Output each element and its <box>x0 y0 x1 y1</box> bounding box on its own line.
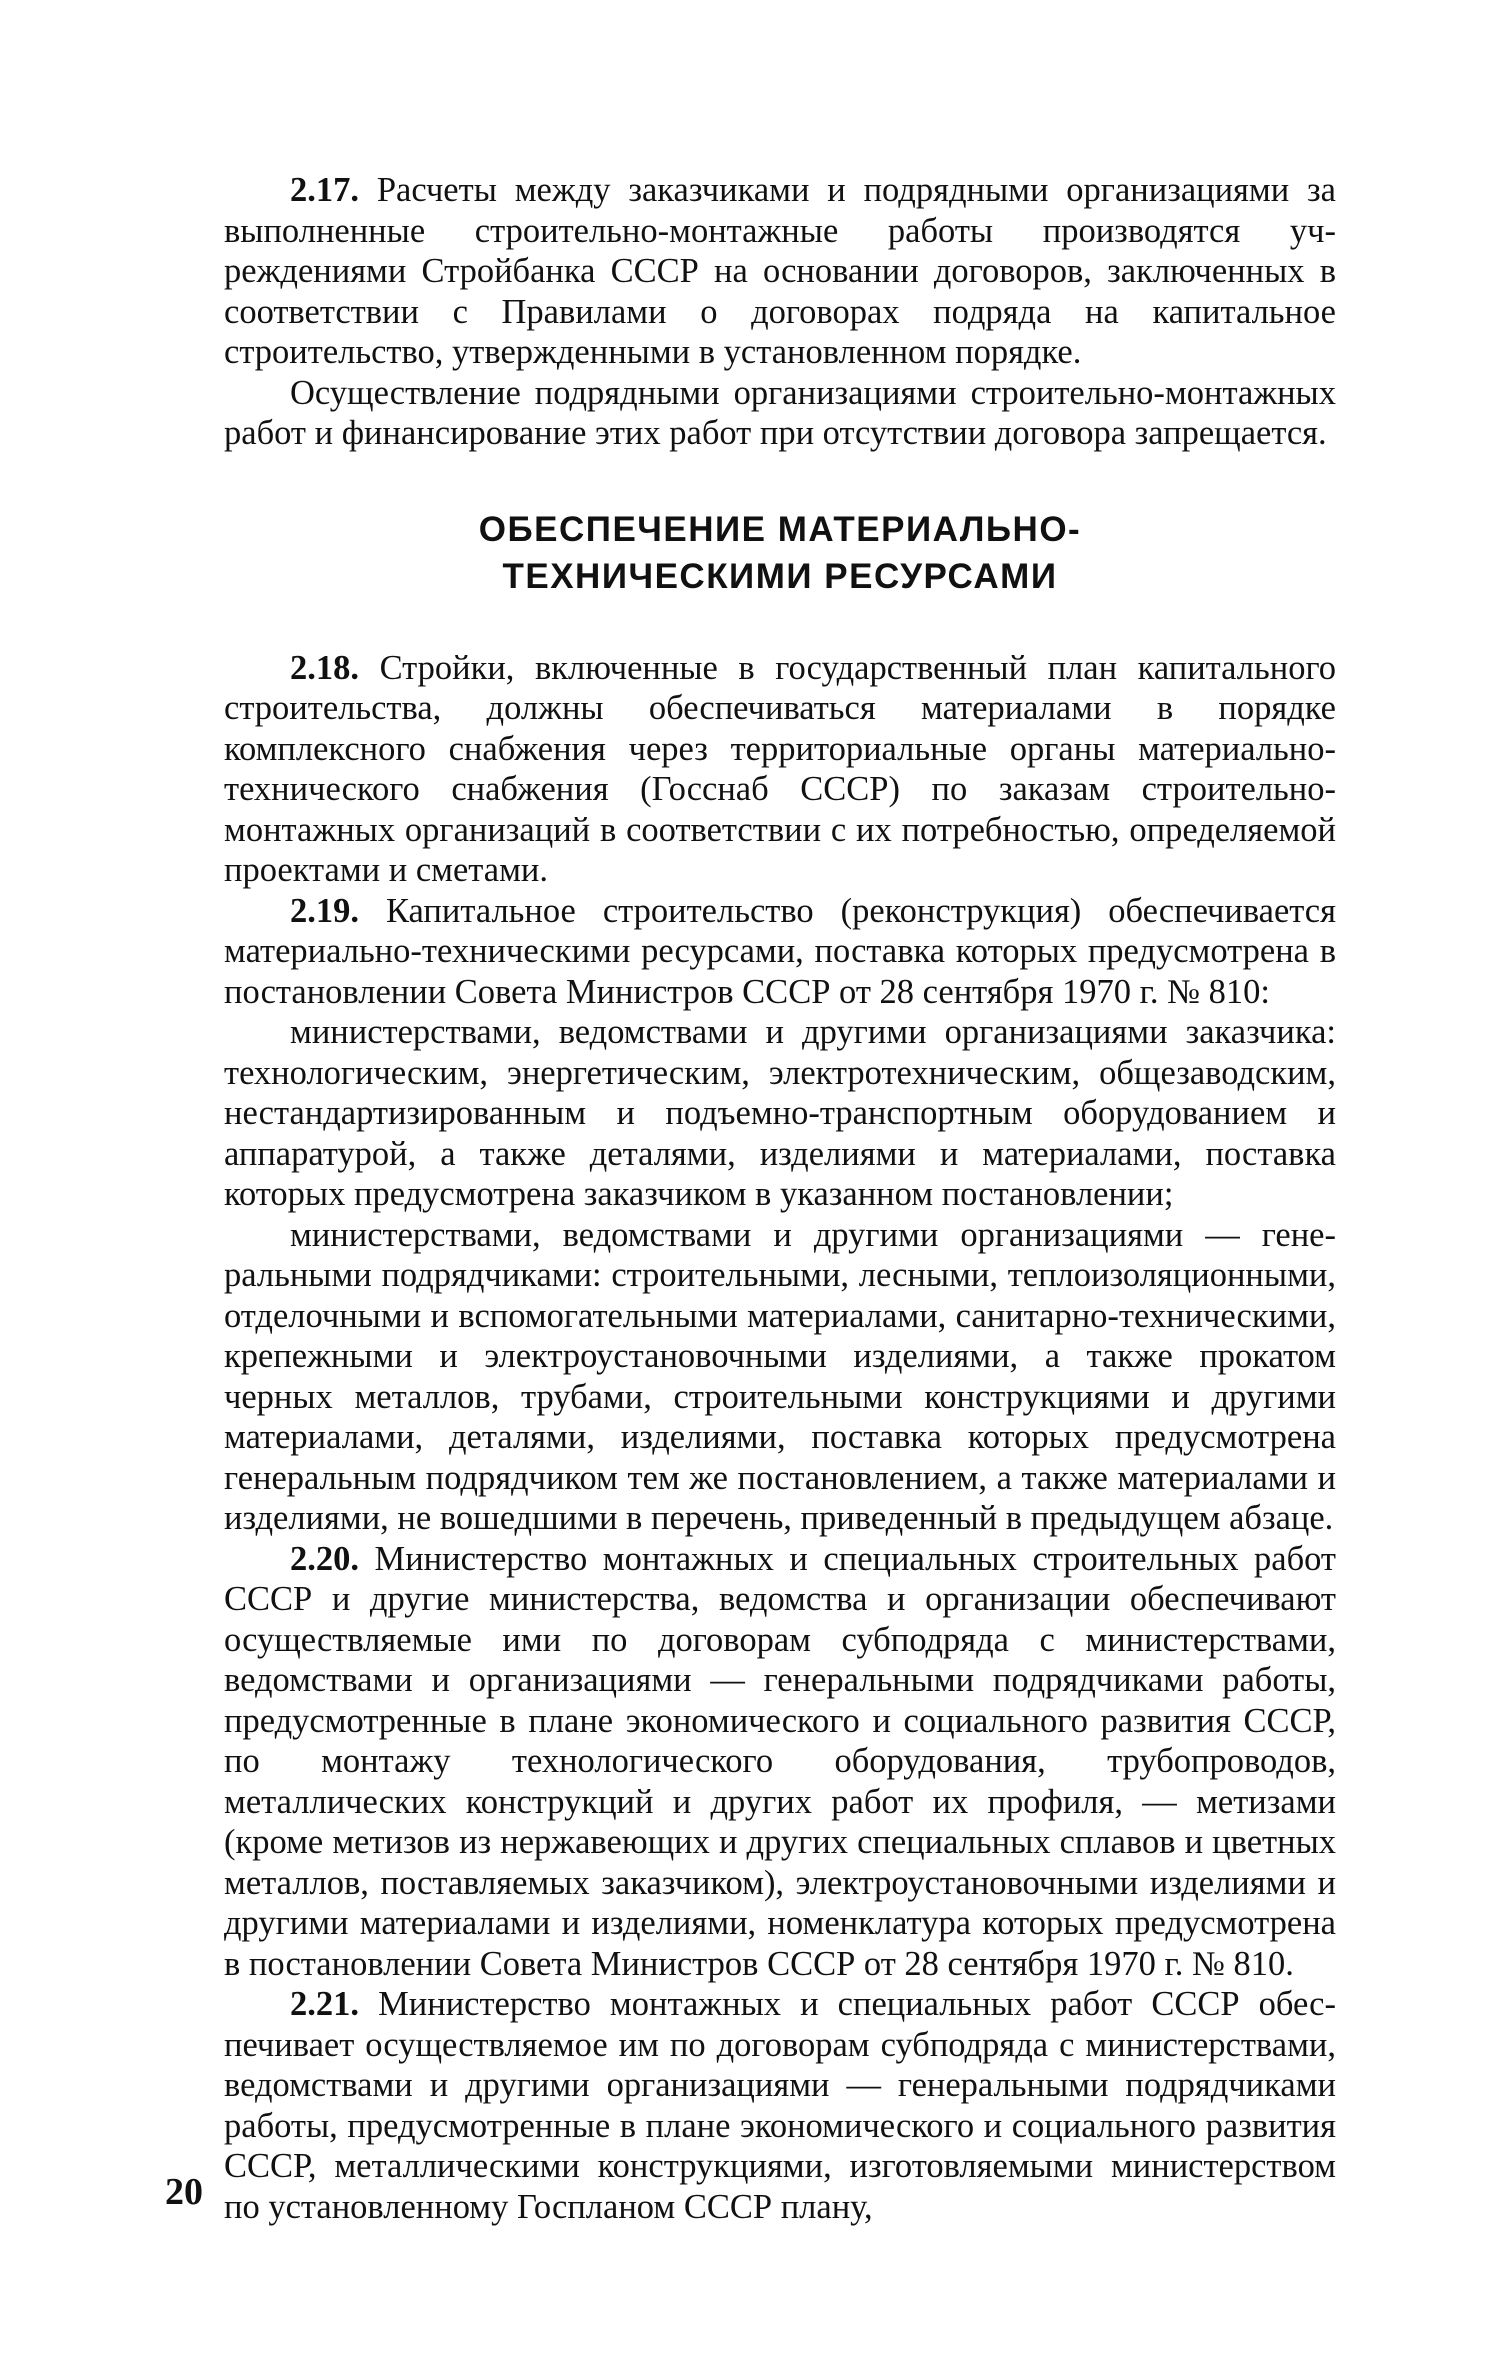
paragraph <box>224 170 1336 373</box>
paragraph-text: Расчеты между заказчиками и подрядными организациями за выполненные строительно-монтажные работы производятся учреждениями Стройбанка СССР на основании договоров, заключенных в соответствии с Правилами о договорах подряда на капитальное строительство, утвержденными в установленном порядке. <box>224 171 1336 371</box>
paragraph-text: министерствами, ведомствами и другими организациями — генеральными подрядчиками: строительными, лесными, теплоизоляционными, отделочными и вспомогательными материалами, санитарно-техническими, крепежными и электроустановочными изделиями, а также прокатом черных металлов, трубами, строительными конструкциями и другими материалами, деталями, изделиями, поставка которых предусмотрена генеральным подрядчиком тем же постановлением, а также материалами и изделиями, не вошедшими в перечень, приведенный в предыдущем абзаце. <box>224 1215 1336 1537</box>
paragraph <box>224 373 1336 454</box>
paragraph <box>224 1539 1336 1985</box>
paragraph <box>224 1215 1336 1539</box>
document-page <box>224 170 1336 2227</box>
paragraph-text: Осуществление подрядными организациями строительно-монтажных работ и финансирование этих работ при отсутствии договора запрещается. <box>224 373 1336 452</box>
section-heading <box>224 506 1336 600</box>
paragraph-text: Министерство монтажных и специальных строительных работ СССР и другие министерства, ведомства и организации обеспечивают осуществляемые ими по договорам субподряда с министерствами, ведомствами и организациями — генеральными подрядчиками работы, предусмотренные в плане экономического и социального развития СССР, по монтажу технологического оборудования, трубопроводов, металлических конструкций и других работ их профиля, — метизами (кроме метизов из нержавеющих и других специальных сплавов и цветных металлов, поставляемых заказчиком), электроустановочными изделиями и другими материалами и изделиями, номенклатура которых предусмотрена в постановлении Совета Министров СССР от 28 сентября 1970 г. № 810. <box>224 1539 1336 1983</box>
paragraph-text: Министерство монтажных и специальных работ СССР обеспечивает осуществляемое им по договорам субподряда с министерствами, ведомствами и другими организациями — генеральными подрядчиками работы, предусмотренные в плане экономического и социального развития СССР, металлическими конструкциями, изготовляемыми министерством по установленному Госпланом СССР плану, <box>224 1985 1336 2226</box>
paragraph <box>224 648 1336 891</box>
paragraph <box>224 891 1336 1013</box>
paragraph-text: Стройки, включенные в государственный план капитального строительства, должны обеспечиваться материалами в порядке комплексного снабжения через территориальные органы материально-технического снабжения (Госснаб СССР) по заказам строительно-монтажных организаций в соответствии с их потребностью, определяемой проектами и сметами. <box>224 648 1336 889</box>
heading-line-2: ТЕХНИЧЕСКИМИ РЕСУРСАМИ <box>502 556 1058 596</box>
page-number: 20 <box>165 2171 203 2213</box>
paragraph <box>224 1012 1336 1215</box>
section-top <box>224 170 1336 454</box>
heading-line-1: ОБЕСПЕЧЕНИЕ МАТЕРИАЛЬНО- <box>478 509 1082 549</box>
clause-number: 2.20. <box>290 1539 359 1578</box>
paragraph-text: Капитальное строительство (реконструкция) обеспечивается материально-техническими ресурсами, поставка которых предусмотрена в постановлении Совета Министров СССР от 28 сентября 1970 г. № 810: <box>224 891 1336 1011</box>
clause-number: 2.21. <box>290 1985 359 2023</box>
clause-number: 2.17. <box>290 171 359 209</box>
section-bottom <box>224 648 1336 2228</box>
paragraph <box>224 1984 1336 2227</box>
paragraph-text: министерствами, ведомствами и другими организациями заказчика: технологическим, энергетическим, электротехническим, общезаводским, нестандартизированным и подъемно-транспортным оборудованием и аппаратурой, а также деталями, изделиями и материалами, поставка которых предусмотрена заказчиком в указанном постановлении; <box>224 1013 1336 1213</box>
clause-number: 2.18. <box>290 648 359 687</box>
clause-number: 2.19. <box>290 891 359 930</box>
